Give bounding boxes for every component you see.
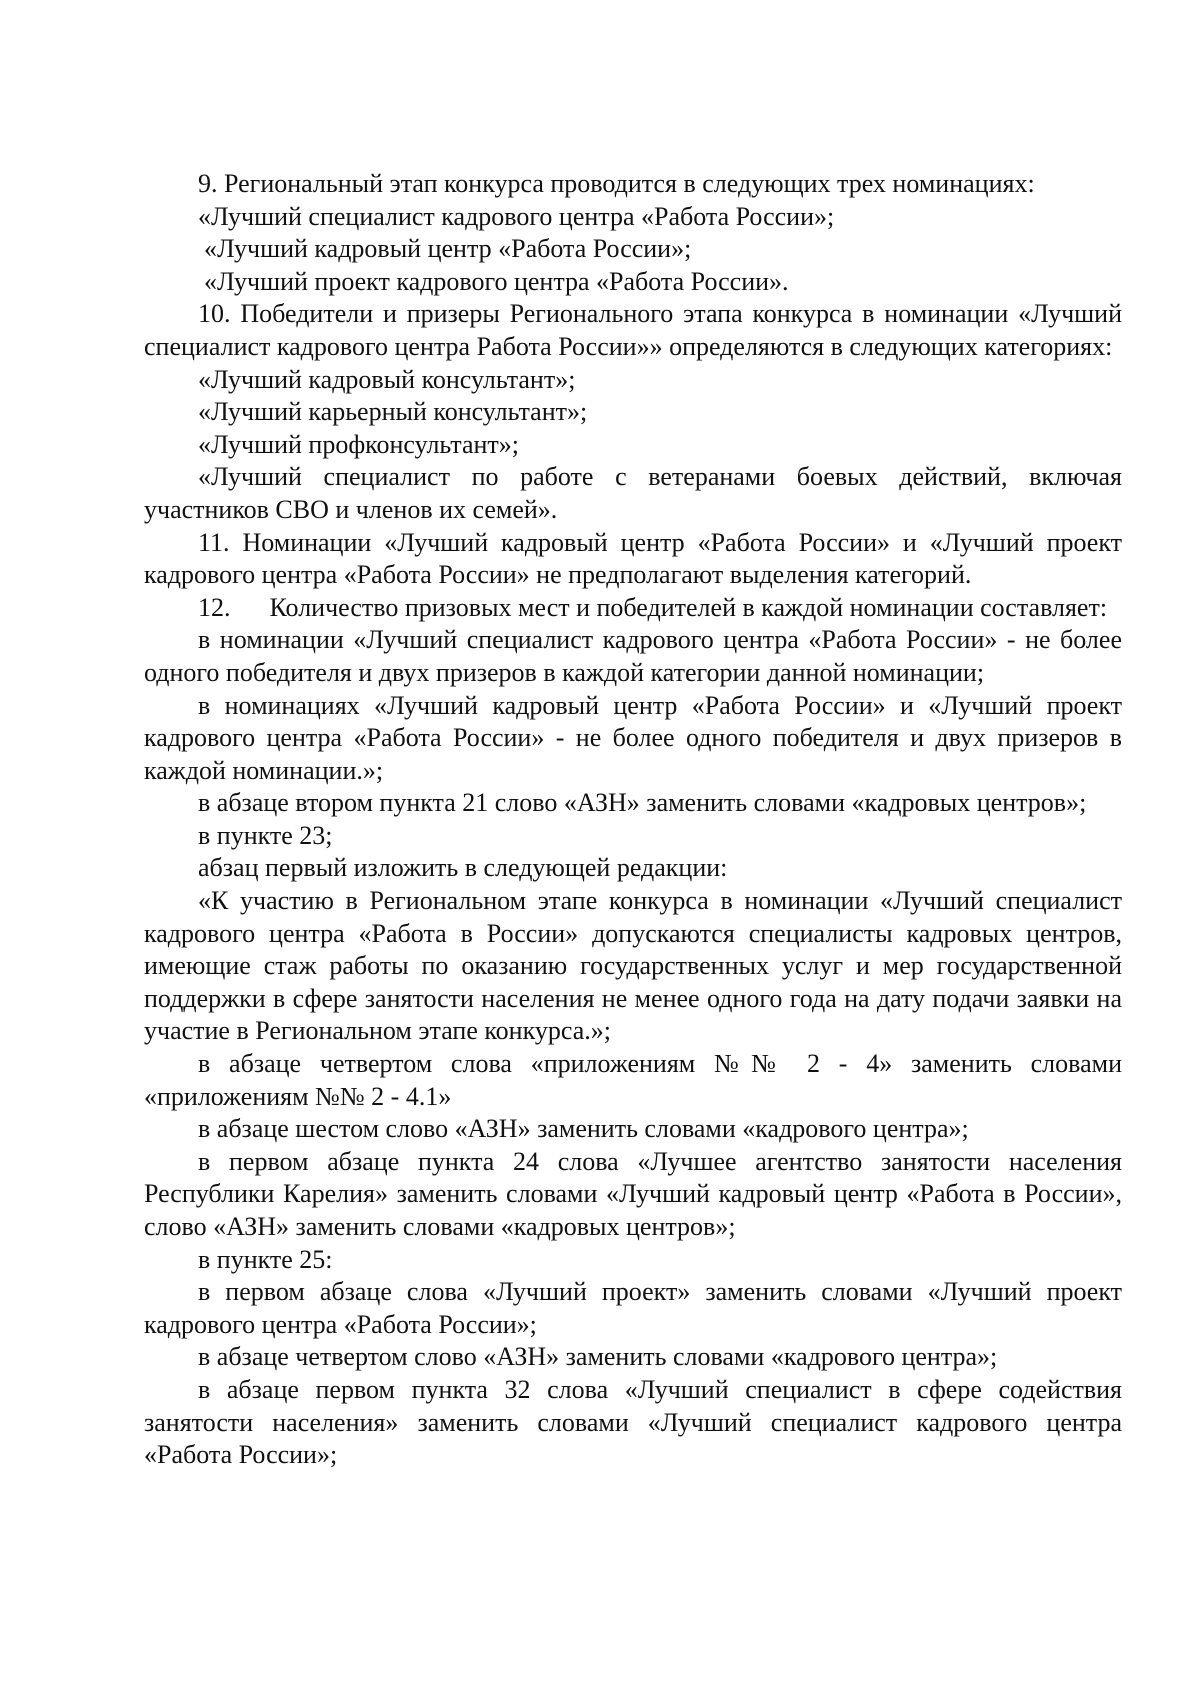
paragraph-category-veterans: «Лучший специалист по работе с ветеранами боевых действий, включая участников СВО и членов их семей». (144, 462, 1122, 524)
paragraph-category-career-consultant: «Лучший карьерный консультант»; (198, 397, 588, 427)
paragraph-winners-categories: 10. Победители и призеры Регионального этапа конкурса в номинации «Лучший специалист кадрового центра Работа России»» определяются в следующих категориях: (144, 299, 1122, 361)
document-body (144, 168, 1122, 1472)
paragraph-first-abzac-edit: абзац первый изложить в следующей редакции: (198, 853, 728, 883)
paragraph-item-23: в пункте 23; (198, 820, 333, 850)
paragraph-no-categories: 11. Номинации «Лучший кадровый центр «Работа России» и «Лучший проект кадрового центра «Работа России» не предполагают выделения категорий. (144, 527, 1122, 590)
paragraph-item-21: в абзаце втором пункта 21 слово «АЗН» заменить словами «кадровых центров»; (198, 788, 1087, 818)
paragraph-sixth-abzac: в абзаце шестом слово «АЗН» заменить словами «кадрового центра»; (198, 1114, 969, 1144)
paragraph-nomination-project: «Лучший проект кадрового центра «Работа России». (204, 266, 789, 296)
paragraph-participation-rule: «К участию в Региональном этапе конкурса в номинации «Лучший специалист кадрового центра «Работа в России» допускаются специалисты кадровых центров, имеющие стаж работы по оказанию государственных услуг и мер государственной поддержки в сфере занятости населения не менее одного года на дату подачи заявки на участие в Региональном этапе конкурса.»; (144, 886, 1122, 1046)
paragraph-nominations-intro: 9. Региональный этап конкурса проводится в следующих трех номинациях: (198, 169, 1035, 198)
paragraph-item-24: в первом абзаце пункта 24 слова «Лучшее агентство занятости населения Республики Карелия» заменить словами «Лучший кадровый центр «Работа в России», слово «АЗН» заменить словами «кадровых центров»; (144, 1146, 1122, 1241)
paragraph-item-25-first-abzac: в первом абзаце слова «Лучший проект» заменить словами «Лучший проект кадрового центра «Работа России»; (144, 1277, 1122, 1339)
paragraph-item-25: в пункте 25: (198, 1244, 333, 1274)
paragraph-prize-count: 12. Количество призовых мест и победителей в каждой номинации составляет: (198, 592, 1108, 622)
paragraph-nomination-center: «Лучший кадровый центр «Работа России»; (204, 234, 692, 264)
paragraph-category-prof-consultant: «Лучший профконсультант»; (198, 429, 520, 459)
paragraph-item-32: в абзаце первом пункта 32 слова «Лучший специалист в сфере содействия занятости населения» заменить словами «Лучший специалист кадрового центра «Работа России»; (144, 1374, 1122, 1470)
paragraph-category-hr-consultant: «Лучший кадровый консультант»; (198, 364, 576, 394)
paragraph-item-25-fourth-abzac: в абзаце четвертом слово «АЗН» заменить словами «кадрового центра»; (198, 1342, 998, 1372)
paragraph-appendices: в абзаце четвертом слова «приложениям №№ 2 - 4» заменить словами «приложениям №№ 2 - 4.1» (144, 1049, 1122, 1111)
paragraph-prize-center-project: в номинациях «Лучший кадровый центр «Работа России» и «Лучший проект кадрового центра «Работа России» - не более одного победителя и двух призеров в каждой номинации.»; (144, 690, 1122, 785)
paragraph-nomination-specialist: «Лучший специалист кадрового центра «Работа России»; (198, 201, 835, 231)
paragraph-prize-specialist: в номинации «Лучший специалист кадрового центра «Работа России» - не более одного победителя и двух призеров в каждой категории данной номинации; (144, 625, 1122, 687)
